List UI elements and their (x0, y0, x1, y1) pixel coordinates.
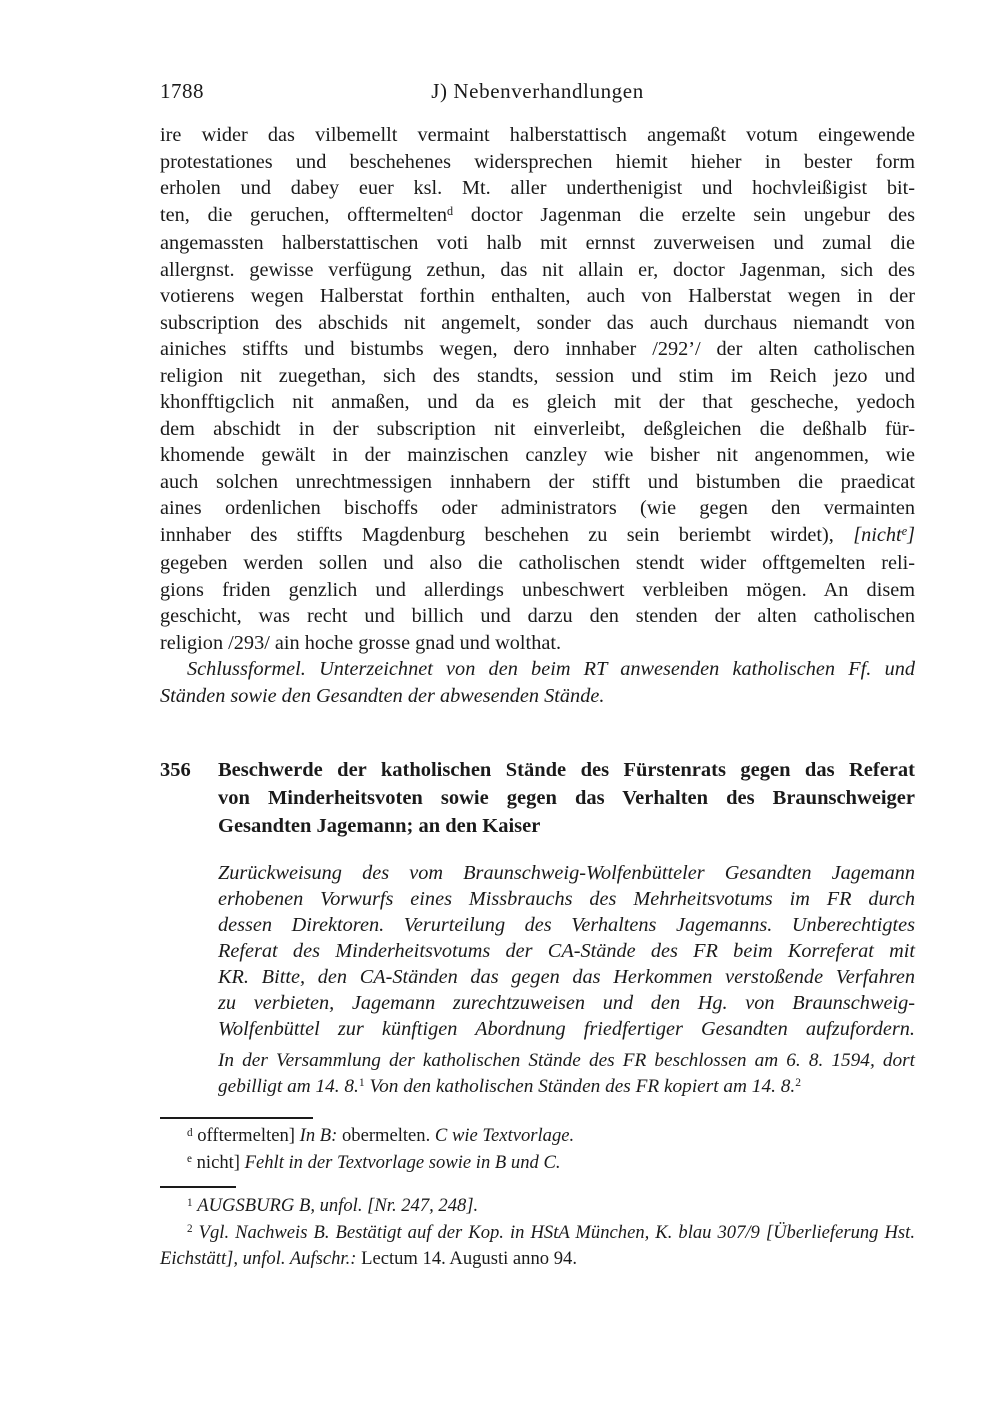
text-line: allergnst. gewisse verfügung zethun, das nit allain er, doctor Jagenman, sich des (160, 258, 915, 281)
text-line: Eichstätt], unfol. Aufschr.: Lectum 14. Augusti anno 94. (160, 1248, 577, 1270)
text-line: votierens wegen Halberstat forthin enthalten, auch von Halberstat wegen in der (160, 285, 915, 307)
text-line: khomende gewält in der mainzischen canzley wie bisher nit angenommen, wie (160, 444, 915, 466)
text-line: Schlussformel. Unterzeichnet von den beim RT anwesenden katholischen Ff. und (187, 658, 915, 680)
text-line: $^d$ offtermelten] In B: obermelten. C wie Textvorlage. (187, 1125, 575, 1146)
number-footnotes (160, 1194, 915, 1272)
text-line: khonfftigclich nit anmaßen, und da es gleich mit der that gescheche, yedoch (160, 391, 915, 413)
text-line: $^2$ Vgl. Nachweis B. Bestätigt auf der Kop. in HStA München, K. blau 307/9 [Überlieferung Hst. (187, 1221, 915, 1243)
page-number: 1788 (160, 79, 204, 103)
text-line: dessen Direktoren. Verurteilung des Verhaltens Jagemanns. Unberechtigtes (218, 914, 915, 936)
section-title (218, 756, 915, 840)
text-line: angemassten halberstattischen voti halb mit ernnst zuverweisen und zumal die (160, 232, 915, 254)
text-line: gebilligt am 14. 8.$^1$ Von den katholischen Ständen des FR kopiert am 14. 8.$^2$ (218, 1075, 801, 1097)
section-summary (218, 860, 915, 1042)
text-line: Referat des Minderheitsvotums der CA-Stände des FR beim Korreferat mit (218, 940, 915, 962)
text-line: subscription des abschids nit angemelt, sonder das auch durchaus niemandt von (160, 311, 915, 334)
text-line: ire wider das vilbemellt vermaint halberstattisch angemaßt votum eingewende (160, 124, 915, 146)
section-number: 356 (160, 759, 191, 781)
page-header (160, 78, 915, 104)
text-line: ainiches stiffts und bistumbs wegen, dero innhaber /292’/ der alten catholischen (160, 338, 915, 360)
text-line: religion nit zuegethan, sich des standts, session und stim im Reich jezo und (160, 364, 915, 387)
closing-formula-note (160, 656, 915, 709)
number-footnotes-rule (160, 1186, 236, 1188)
text-line: Beschwerde der katholischen Stände des Fürstenrats gegen das Referat (218, 759, 915, 781)
body-paragraph (160, 122, 915, 656)
text-line: aines ordenlichen bischoffs oder administrators (wie gegen den vermainten (160, 497, 915, 519)
text-line: gegeben werden sollen und also die catholischen stendt wider offtgemelten reli- (160, 552, 915, 574)
text-line: KR. Bitte, den CA-Ständen das gegen das Herkommen verstoßende Verfahren (218, 966, 915, 988)
text-line: dem abschidt in der subscription nit einverleibt, deßgleichen die deßhalb für- (160, 417, 915, 440)
letter-footnotes (160, 1124, 915, 1177)
text-line: auch solchen unrechtmessigen innhabern der stifft und bistumben die praedicat (160, 470, 915, 493)
text-line: In der Versammlung der katholischen Stände des FR beschlossen am 6. 8. 1594, dort (218, 1050, 915, 1071)
text-line: Zurückweisung des vom Braunschweig-Wolfenbütteler Gesandten Jagemann (218, 862, 915, 884)
text-line: Ständen sowie den Gesandten der abwesenden Stände. (160, 684, 605, 707)
document-section-heading (160, 756, 915, 840)
text-line: Gesandten Jagemann; an den Kaiser (218, 815, 541, 837)
text-line: $^1$ AUGSBURG B, unfol. [Nr. 247, 248]. (187, 1195, 479, 1217)
text-line: Wolfenbüttel zur künftigen Abordnung friedfertiger Gesandten aufzufordern. (218, 1018, 915, 1040)
text-line: innhaber des stiffts Magdenburg beschehen zu sein beriembt wirdet), [nicht$^e$] (160, 523, 915, 546)
text-line: protestationes und beschehenes widersprechen hiemit hieher in bester form (160, 150, 915, 173)
text-line: erhobenen Vorwurfs eines Missbrauchs des Mehrheitsvotums im FR durch (218, 888, 915, 910)
text-line: erholen und dabey euer ksl. Mt. aller underthenigist und hochvleißigist bit- (160, 177, 915, 199)
text-line: zu verbieten, Jagemann zurechtzuweisen und den Hg. von Braunschweig- (218, 992, 915, 1014)
provenance-note (218, 1048, 915, 1101)
text-line: gions friden genzlich und allerdings unbeschwert verbleiben mögen. An disem (160, 578, 915, 601)
text-line: $^e$ nicht] Fehlt in der Textvorlage sowie in B und C. (187, 1151, 561, 1173)
running-title: J) Nebenverhandlungen (431, 79, 644, 103)
text-line: geschicht, was recht und billich und darzu den stenden der alten catholischen (160, 605, 915, 627)
text-line: von Minderheitsvoten sowie gegen das Verhalten des Braunschweiger (218, 787, 915, 809)
text-line: religion /293/ ain hoche grosse gnad und wolthat. (160, 631, 562, 654)
text-line: ten, die geruchen, offtermelten$^d$ doctor Jagenman die erzelte sein ungebur des (160, 203, 915, 226)
letter-footnotes-rule (160, 1117, 313, 1119)
